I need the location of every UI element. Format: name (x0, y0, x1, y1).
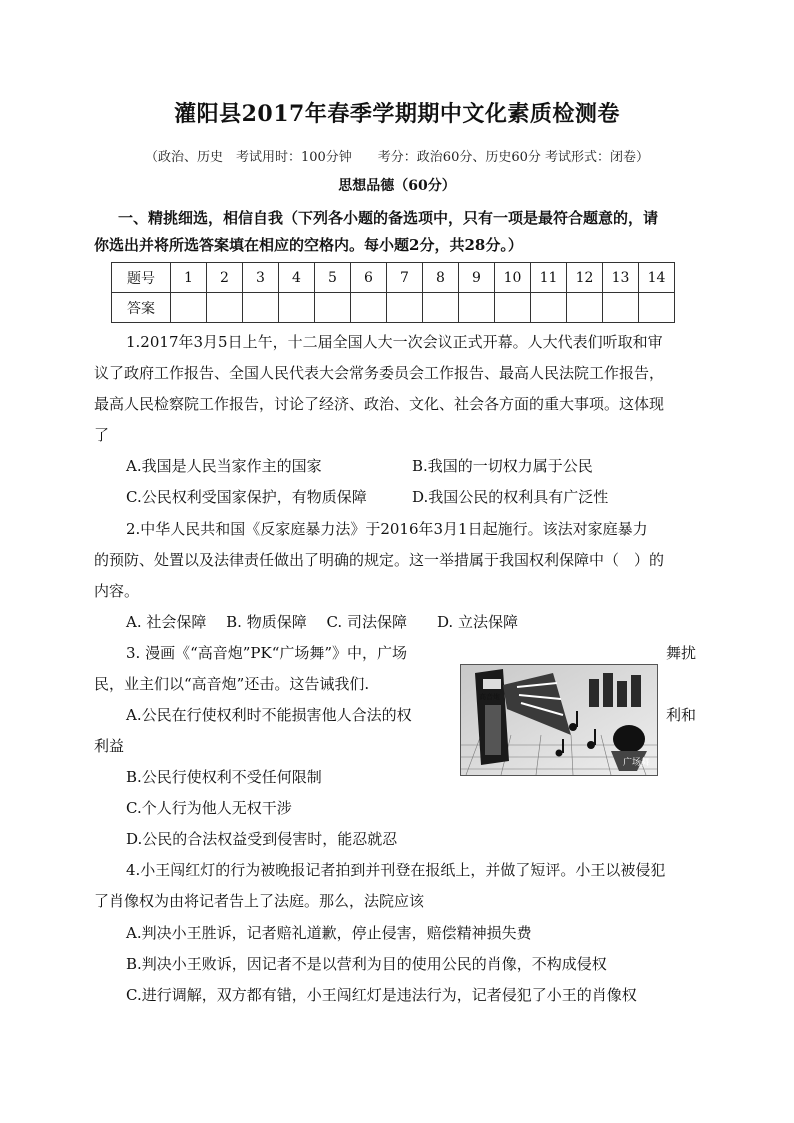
q2-line3: 内容。 (94, 582, 140, 600)
answer-table-number: 6 (351, 263, 387, 293)
answer-table-number: 11 (531, 263, 567, 293)
cartoon-image (460, 664, 658, 776)
q2-line2: 的预防、处置以及法律责任做出了明确的规定。这一举措属于我国权利保障中（ ）的 (94, 551, 665, 569)
q3-option-c: C.个人行为他人无权干涉 (126, 799, 292, 817)
answer-cell[interactable] (387, 293, 423, 323)
q4-line1: 4.小王闯红灯的行为被晚报记者拍到并刊登在报纸上，并做了短评。小王以被侵犯 (126, 861, 666, 879)
q3-line1-end: 舞扰 (666, 644, 697, 662)
q1-option-b: B.我国的一切权力属于公民 (412, 457, 593, 475)
answer-table-number: 4 (279, 263, 315, 293)
q3-option-a-cont: 利和 (666, 706, 697, 724)
cartoon-label-right: 广场舞 (623, 758, 651, 768)
q1-line1: 1.2017年3月5日上午，十二届全国人大一次会议正式开幕。人大代表们听取和审 (126, 333, 663, 351)
answer-table-number: 10 (495, 263, 531, 293)
q1-line2: 议了政府工作报告、全国人民代表大会常务委员会工作报告、最高人民法院工作报告， (94, 364, 665, 382)
part1-instruction-line2: 你选出并将所选答案填在相应的空格内。每小题2分，共28分。） (94, 236, 523, 254)
answer-cell[interactable] (315, 293, 351, 323)
q2-options: A. 社会保障 B. 物质保障 C. 司法保障 D. 立法保障 (126, 613, 518, 631)
answer-table-number: 9 (459, 263, 495, 293)
q1-option-c: C.公民权利受国家保护，有物质保障 (126, 488, 367, 506)
answer-cell[interactable] (423, 293, 459, 323)
q2-line1: 2.中华人民共和国《反家庭暴力法》于2016年3月1日起施行。该法对家庭暴力 (126, 520, 648, 538)
q3-option-a: A.公民在行使权利时不能损害他人合法的权 (126, 706, 412, 724)
section-heading: 思想品德（60分） (338, 178, 456, 194)
answer-table-number: 13 (603, 263, 639, 293)
answer-table-answer-row (112, 293, 675, 323)
answer-cell[interactable] (351, 293, 387, 323)
exam-title: 灌阳县2017年春季学期期中文化素质检测卷 (174, 101, 620, 127)
q3-line1: 3. 漫画《“高音炮”PK“广场舞”》中，广场 (126, 644, 408, 662)
answer-table-number: 14 (639, 263, 675, 293)
exam-subtitle: （政治、历史 考试用时：100分钟 考分：政治60分、历史60分 考试形式：闭卷） (144, 150, 650, 165)
answer-table-header-row (112, 263, 675, 293)
q4-option-c: C.进行调解，双方都有错，小王闯红灯是违法行为，记者侵犯了小王的肖像权 (126, 986, 637, 1004)
q1-line4: 了 (94, 426, 110, 444)
answer-table-number: 7 (387, 263, 423, 293)
answer-table-header-label: 题号 (112, 263, 171, 293)
part1-instruction-line1: 一、精挑细选，相信自我（下列各小题的备选项中，只有一项是最符合题意的，请 (118, 209, 659, 227)
q1-line3: 最高人民检察院工作报告，讨论了经济、政治、文化、社会各方面的重大事项。这体现 (94, 395, 665, 413)
q3-option-b: B.公民行使权利不受任何限制 (126, 768, 322, 786)
answer-cell[interactable] (567, 293, 603, 323)
answer-cell[interactable] (171, 293, 207, 323)
answer-table-answer-label: 答案 (112, 293, 171, 323)
answer-cell[interactable] (639, 293, 675, 323)
q4-option-b: B.判决小王败诉，因记者不是以营利为目的使用公民的肖像，不构成侵权 (126, 955, 607, 973)
q3-option-a-cont2: 利益 (94, 737, 125, 755)
answer-table-number: 8 (423, 263, 459, 293)
q4-option-a: A.判决小王胜诉，记者赔礼道歉，停止侵害，赔偿精神损失费 (126, 924, 532, 942)
cartoon-label-left: 高音炮 (479, 693, 500, 701)
q4-line2: 了肖像权为由将记者告上了法庭。那么，法院应该 (94, 892, 425, 910)
answer-table-number: 12 (567, 263, 603, 293)
q3-line2: 民，业主们以“高音炮”还击。这告诫我们. (94, 675, 370, 693)
q3-option-d: D.公民的合法权益受到侵害时，能忍就忍 (126, 830, 398, 848)
answer-cell[interactable] (459, 293, 495, 323)
answer-cell[interactable] (495, 293, 531, 323)
answer-table-number: 1 (171, 263, 207, 293)
answer-table-number: 2 (207, 263, 243, 293)
q1-option-d: D.我国公民的权利具有广泛性 (412, 488, 609, 506)
answer-cell[interactable] (207, 293, 243, 323)
answer-table (111, 262, 675, 323)
answer-cell[interactable] (531, 293, 567, 323)
answer-cell[interactable] (243, 293, 279, 323)
answer-table-number: 5 (315, 263, 351, 293)
cartoon-illustration (461, 665, 657, 775)
answer-cell[interactable] (279, 293, 315, 323)
answer-cell[interactable] (603, 293, 639, 323)
q1-option-a: A.我国是人民当家作主的国家 (126, 457, 322, 475)
answer-table-number: 3 (243, 263, 279, 293)
